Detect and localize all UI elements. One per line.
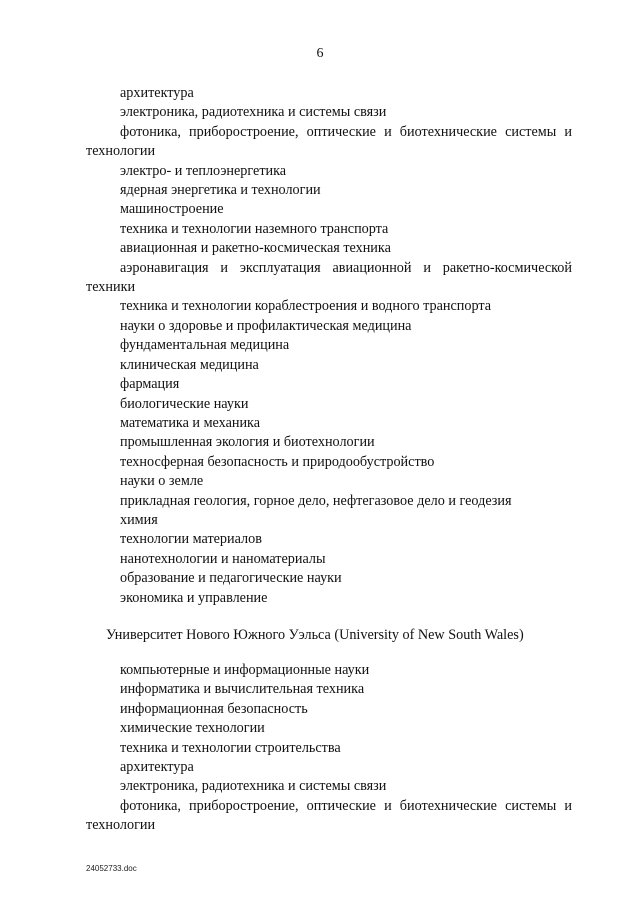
- list-item: авиационная и ракетно-космическая техника: [120, 240, 391, 257]
- list-item: электроника, радиотехника и системы связи: [120, 104, 387, 121]
- list-item: электро- и теплоэнергетика: [120, 162, 287, 179]
- list-item: электроника, радиотехника и системы связи: [120, 778, 387, 795]
- list-item: биологические науки: [120, 395, 249, 412]
- list-item: техника и технологии наземного транспорта: [120, 220, 389, 237]
- list-item: науки о здоровье и профилактическая медицина: [120, 317, 412, 334]
- page-number: 6: [316, 46, 324, 61]
- list-item: информационная безопасность: [120, 700, 308, 717]
- list-item: фотоника, приборостроение, оптические и биотехнические системы и технологии: [86, 797, 572, 834]
- list-item: науки о земле: [120, 473, 204, 490]
- list-item: архитектура: [120, 759, 194, 776]
- list-item: химия: [120, 511, 158, 528]
- list-item: прикладная геология, горное дело, нефтегазовое дело и геодезия: [120, 492, 512, 509]
- list-item: технологии материалов: [120, 531, 262, 548]
- list-item: образование и педагогические науки: [120, 570, 342, 587]
- list-item: машиностроение: [120, 201, 224, 218]
- list-item: фармация: [120, 376, 180, 393]
- list-item: информатика и вычислительная техника: [120, 681, 365, 698]
- discipline-list-1: [86, 84, 572, 608]
- list-item: аэронавигация и эксплуатация авиационной и ракетно-космической техники: [86, 259, 572, 296]
- list-item: клиническая медицина: [120, 356, 259, 373]
- list-item: техника и технологии строительства: [120, 739, 341, 756]
- footer-doc-name: 24052733.doc: [86, 864, 137, 873]
- list-item: техносферная безопасность и природообустройство: [120, 453, 435, 470]
- list-item: экономика и управление: [120, 589, 268, 606]
- list-item: ядерная энергетика и технологии: [120, 182, 321, 199]
- list-item: химические технологии: [120, 720, 265, 737]
- list-item: нанотехнологии и наноматериалы: [120, 550, 326, 567]
- list-item: техника и технологии кораблестроения и водного транспорта: [120, 298, 492, 315]
- list-item: математика и механика: [120, 414, 261, 431]
- list-item: компьютерные и информационные науки: [120, 662, 370, 678]
- list-item: архитектура: [120, 85, 194, 101]
- list-item: промышленная экология и биотехнологии: [120, 434, 375, 451]
- list-item: фундаментальная медицина: [120, 337, 290, 354]
- list-item: фотоника, приборостроение, оптические и биотехнические системы и технологии: [86, 123, 572, 160]
- university-heading: Университет Нового Южного Уэльса (University of New South Wales): [106, 627, 524, 643]
- discipline-list-2: [86, 661, 572, 836]
